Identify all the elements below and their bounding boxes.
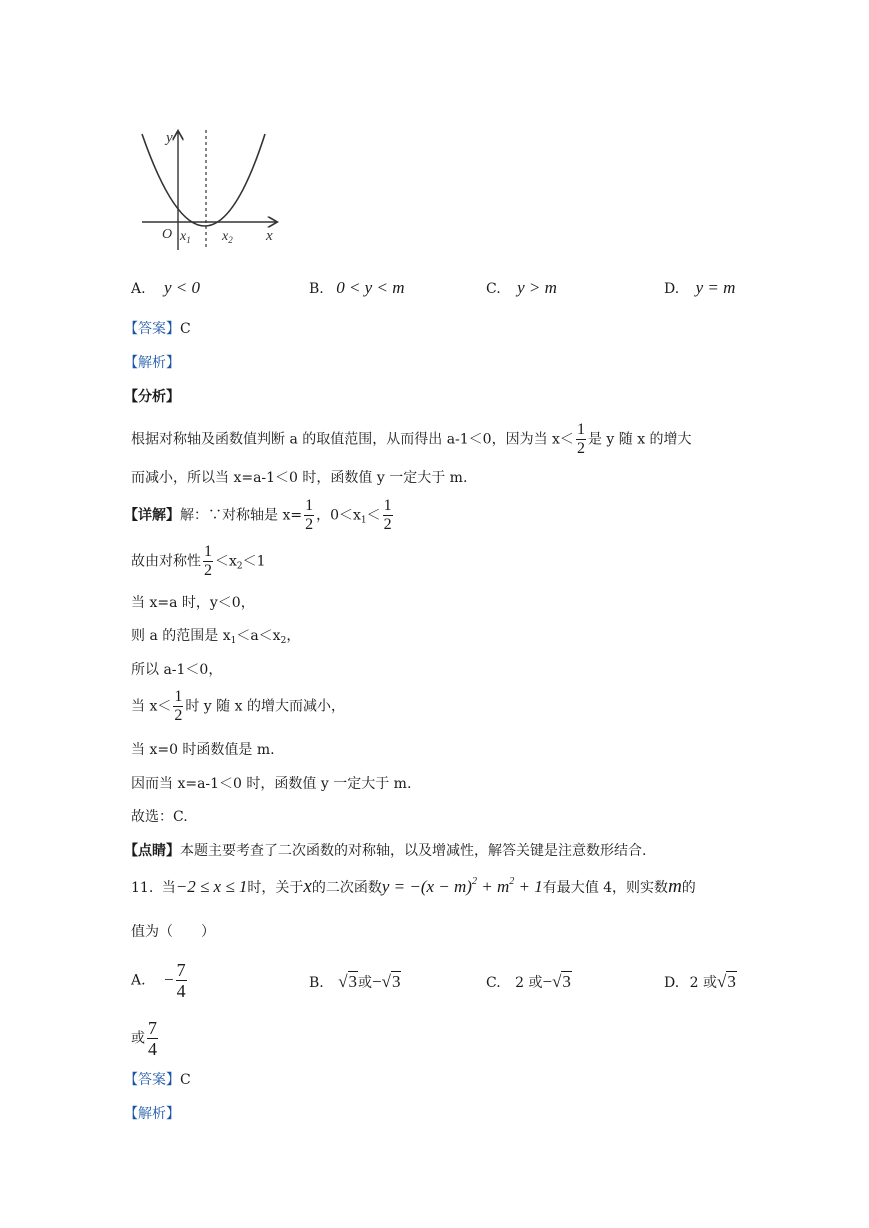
option-expr: y < 0	[164, 278, 201, 297]
fraction-seven-fourths: $\frac{7}{4}$	[148, 1018, 157, 1059]
q10-line-4: 则 a 的范围是 $x_1<a<x_2$，	[131, 628, 301, 646]
question-number: 11.	[131, 880, 154, 896]
sqrt-three: √3	[552, 972, 571, 991]
graph-y-label: y	[166, 130, 173, 146]
q10-line-5: 所以 a-1＜0，	[131, 662, 223, 678]
option-letter: D.	[664, 281, 680, 297]
fraction-one-half: $\frac{1}{2}$	[305, 497, 314, 533]
q10-option-a	[131, 278, 200, 298]
graph-x-label: x	[266, 228, 273, 244]
option-letter: B.	[309, 975, 324, 991]
graph-x1-label: $x_1$	[180, 229, 191, 245]
fraction-one-half: $\frac{1}{2}$	[383, 497, 392, 533]
option-letter: C.	[486, 975, 501, 991]
q10-line-3: 当 x=a 时，y＜0，	[131, 595, 255, 611]
answer-tag: 【答案】	[124, 1072, 180, 1088]
q10-option-d	[664, 278, 735, 298]
fraction-one-half: $\frac{1}{2}$	[204, 543, 212, 579]
q11-option-b: B. √3或−√3	[309, 972, 401, 991]
q11-option-d: D. 2 或√3	[664, 972, 736, 991]
sqrt-three: √3	[717, 972, 736, 991]
q10-fenxi-tag: 【分析】	[124, 389, 180, 405]
sqrt-three: √3	[338, 972, 358, 991]
option-expr: y = m	[695, 278, 736, 297]
answer-tag: 【答案】	[124, 321, 180, 337]
sqrt-three: √3	[381, 972, 401, 991]
parabola-graph	[138, 126, 283, 256]
dianjing-tag: 【点睛】	[124, 843, 180, 859]
q11-jiexi-tag: 【解析】	[124, 1106, 180, 1122]
q10-answer	[124, 318, 191, 338]
q10-fenxi-line-1: 根据对称轴及函数值判断 a 的取值范围，从而得出 a-1＜0，因为当 x＜ $\frac{1}{2}$ 是 y 随 x 的增大	[131, 421, 692, 457]
fraction-seven-fourths: $\frac{7}{4}$	[176, 960, 186, 1001]
answer-value: C	[180, 1072, 191, 1088]
q10-line-8: 因而当 x=a-1＜0 时，函数值 y 一定大于 m.	[131, 776, 412, 792]
q11-stem-line-1: 11. 当−2 ≤ x ≤ 1时，关于x的二次函数$y = -(x - m)^2 + m^2 + 1$有最大值 4，则实数m的	[131, 876, 696, 897]
fraction-one-half: $\frac{1}{2}$	[576, 421, 585, 457]
q10-line-9: 故选：C.	[131, 809, 188, 825]
option-letter: A.	[131, 972, 146, 989]
option-letter: D.	[664, 975, 680, 991]
q10-line-2: 故由对称性 $\frac{1}{2}$ $<x_2<1$	[131, 543, 266, 579]
q10-fenxi-line-2: 而减小，所以当 x=a-1＜0 时，函数值 y 一定大于 m.	[131, 470, 468, 486]
option-expr: 0 < y < m	[336, 278, 405, 297]
q11-stem-line-2: 值为（ ）	[131, 924, 215, 940]
q11-option-d-cont: 或 $\frac{7}{4}$	[131, 1018, 157, 1059]
q10-option-b	[309, 278, 404, 298]
q10-xiangjie-line-1: 【详解】解：∵对称轴是 x= $\frac{1}{2}$ ，$0<x_1<$ $\frac{1}{2}$	[124, 497, 392, 533]
q11-answer	[124, 1069, 191, 1089]
q11-option-a: A. − $\frac{7}{4}$	[131, 960, 186, 1001]
q10-dianjing: 【点睛】本题主要考查了二次函数的对称轴，以及增减性，解答关键是注意数形结合.	[124, 843, 647, 859]
option-letter: C.	[486, 281, 501, 297]
option-letter: A.	[131, 281, 146, 297]
parabola-curve	[142, 134, 265, 226]
q10-option-c	[486, 278, 557, 298]
q10-line-7: 当 x=0 时函数值是 m.	[131, 742, 275, 758]
q10-line-6: 当 x＜ $\frac{1}{2}$ 时 y 随 x 的增大而减小，	[131, 688, 345, 724]
fraction-one-half: $\frac{1}{2}$	[174, 688, 183, 724]
graph-origin-label: O	[162, 227, 173, 242]
option-expr: y > m	[517, 278, 557, 297]
q10-jiexi-tag: 【解析】	[124, 355, 180, 371]
option-letter: B.	[309, 281, 324, 297]
graph-x2-label: $x_2$	[222, 229, 233, 245]
xiangjie-tag: 【详解】	[124, 507, 180, 524]
function-expression: $y = -(x - m)^2 + m^2 + 1$	[381, 876, 543, 896]
answer-value: C	[180, 321, 191, 337]
q11-option-c: C. 2 或−√3	[486, 972, 571, 991]
